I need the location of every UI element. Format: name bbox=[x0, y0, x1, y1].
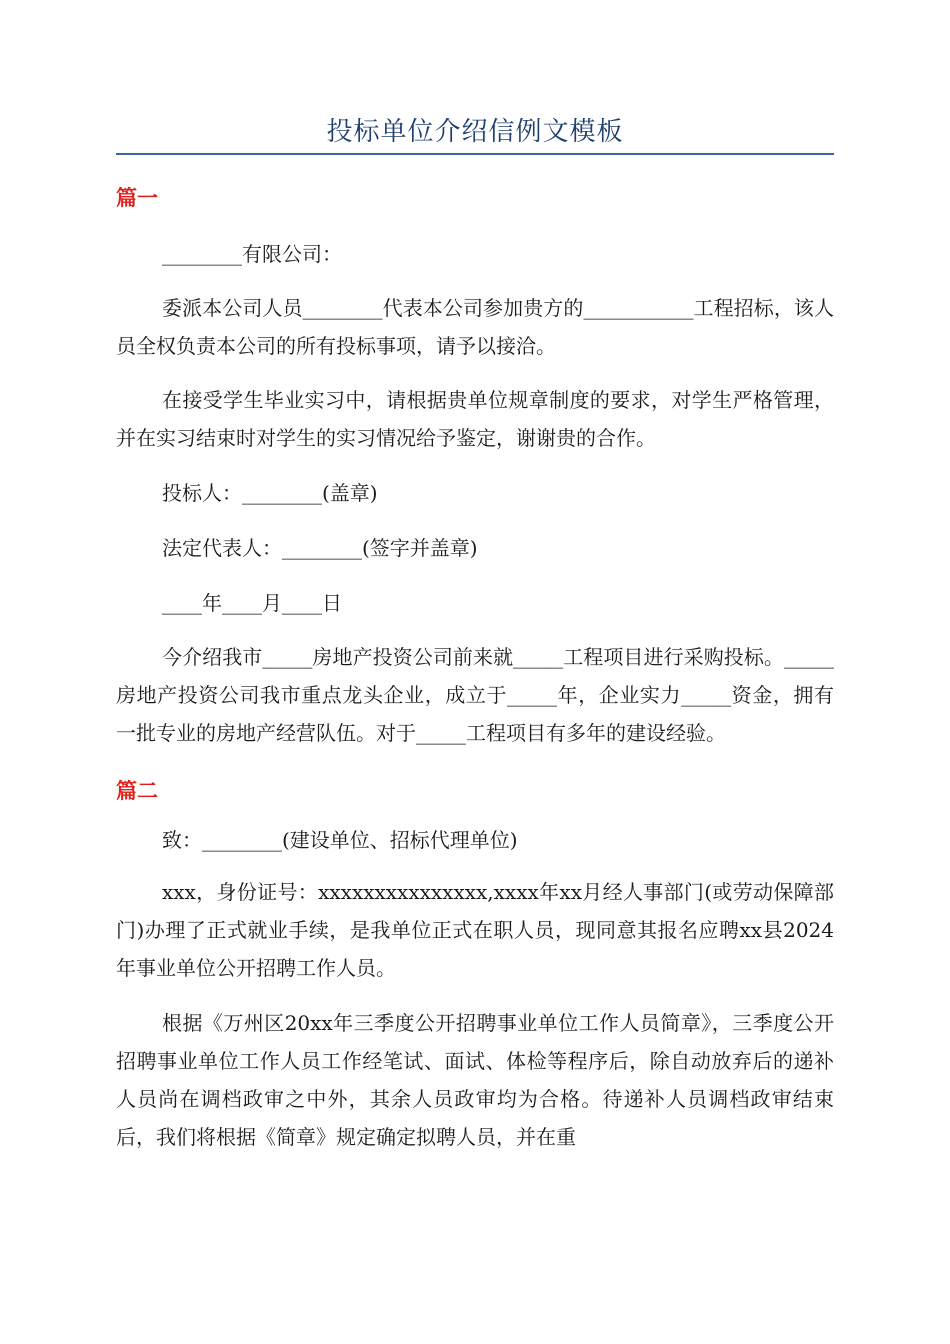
document-page bbox=[116, 0, 834, 1156]
section-heading: 篇二 bbox=[116, 778, 158, 803]
title-underline bbox=[116, 153, 834, 155]
date-line: ____年____月____日 bbox=[162, 591, 342, 615]
section-heading: 篇一 bbox=[116, 185, 158, 210]
body-paragraph: 委派本公司人员________代表本公司参加贵方的___________工程招标，该人员全权负责本公司的所有投标事项，请予以接洽。 bbox=[116, 296, 834, 358]
salutation-paragraph: ________有限公司： bbox=[162, 242, 342, 266]
document-title: 投标单位介绍信例文模板 bbox=[326, 117, 624, 147]
body-paragraph: xxx，身份证号：xxxxxxxxxxxxxxx,xxxx年xx月经人事部门(或劳动保障部门)办理了正式就业手续，是我单位正式在职人员，现同意其报名应聘xx县2024年事业单位公开招聘工作人员。 bbox=[116, 880, 834, 980]
section-1 bbox=[116, 182, 834, 752]
body-paragraph: 根据《万州区20xx年三季度公开招聘事业单位工作人员简章》，三季度公开招聘事业单位工作人员工作经笔试、面试、体检等程序后，除自动放弃后的递补人员尚在调档政审之中外，其余人员政审均为合格。待递补人员调档政审结束后，我们将根据《简章》规定确定拟聘人员，并在重 bbox=[116, 1011, 834, 1149]
recipient-line: 致：________(建设单位、招标代理单位) bbox=[162, 828, 518, 852]
section-2 bbox=[116, 775, 834, 1156]
body-paragraph: 今介绍我市_____房地产投资公司前来就_____工程项目进行采购投标。_____房地产投资公司我市重点龙头企业，成立于_____年，企业实力_____资金，拥有一批专业的房地产经营队伍。对于_____工程项目有多年的建设经验。 bbox=[116, 645, 834, 745]
legal-rep-signature-line: 法定代表人：________(签字并盖章) bbox=[162, 536, 478, 560]
bidder-signature-line: 投标人：________(盖章) bbox=[162, 481, 378, 505]
body-paragraph: 在接受学生毕业实习中，请根据贵单位规章制度的要求，对学生严格管理，并在实习结束时对学生的实习情况给予鉴定，谢谢贵的合作。 bbox=[116, 388, 834, 450]
